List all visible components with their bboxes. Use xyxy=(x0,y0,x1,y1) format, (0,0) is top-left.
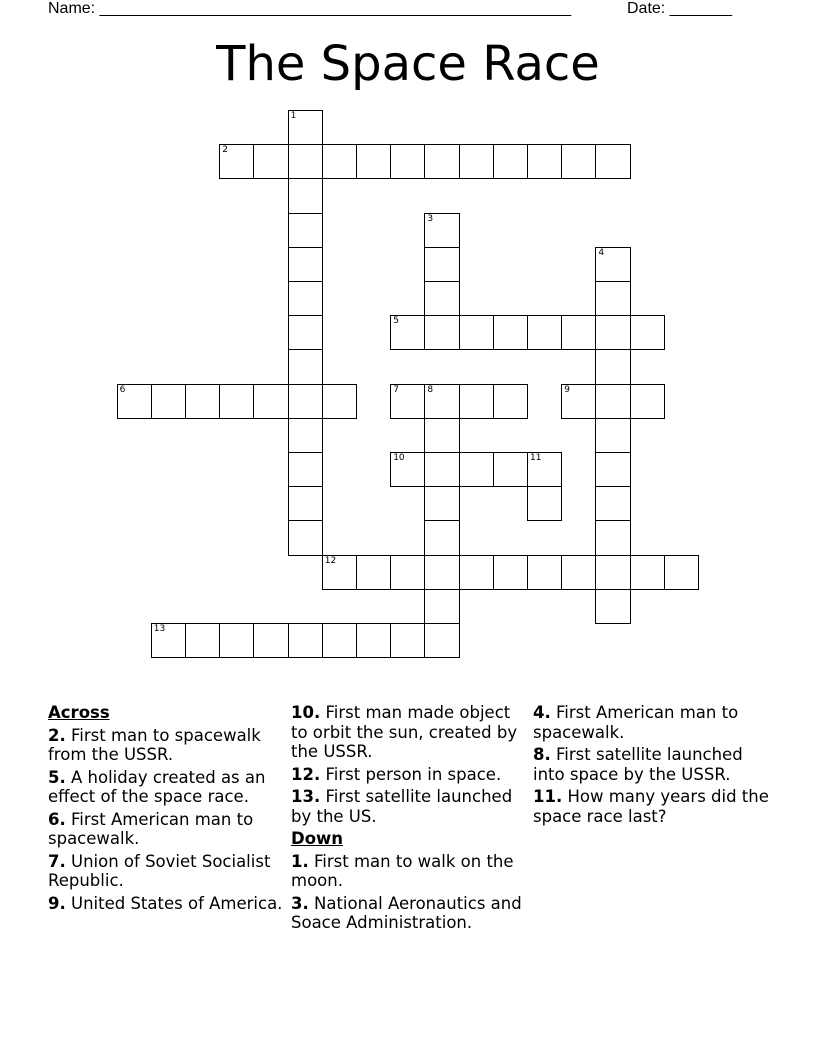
grid-cell[interactable] xyxy=(219,144,254,179)
grid-cell[interactable] xyxy=(493,384,528,419)
grid-cell[interactable] xyxy=(151,384,186,419)
grid-cell[interactable] xyxy=(424,281,459,316)
clues-column-3 xyxy=(533,703,769,829)
grid-cell[interactable] xyxy=(390,315,425,350)
grid-cell[interactable] xyxy=(424,384,459,419)
page-title: The Space Race xyxy=(216,36,600,92)
grid-cell[interactable] xyxy=(595,144,630,179)
grid-cell[interactable] xyxy=(288,315,323,350)
grid-cell[interactable] xyxy=(185,384,220,419)
grid-cell[interactable] xyxy=(595,315,630,350)
grid-cell[interactable] xyxy=(151,623,186,658)
cell-number: 1 xyxy=(290,111,297,121)
grid-cell[interactable] xyxy=(424,315,459,350)
across-heading: Across xyxy=(48,703,110,722)
grid-cell[interactable] xyxy=(253,384,288,419)
grid-cell[interactable] xyxy=(322,384,357,419)
cell-number: 2 xyxy=(222,145,228,156)
grid-cell[interactable] xyxy=(595,281,630,316)
grid-cell[interactable] xyxy=(288,349,323,384)
grid-cell[interactable] xyxy=(459,384,494,419)
grid-cell[interactable] xyxy=(288,418,323,453)
cell-number: 3 xyxy=(427,213,434,224)
name-line: Name: _____________________________________________________ xyxy=(48,0,572,17)
grid-cell[interactable] xyxy=(493,555,528,590)
clue-down-8: 8. First satellite launched into space by the USSR. xyxy=(533,745,743,784)
grid-cell[interactable] xyxy=(527,452,562,487)
cell-number: 12 xyxy=(324,555,337,566)
date-line: Date: _______ xyxy=(627,0,732,17)
clue-across-12: 12. First person in space. xyxy=(291,764,502,784)
grid-cell[interactable] xyxy=(288,144,323,179)
grid-cell[interactable] xyxy=(493,144,528,179)
grid-cell[interactable] xyxy=(424,555,459,590)
grid-cell[interactable] xyxy=(219,623,254,658)
clue-across-9: 9. United States of America. xyxy=(48,893,283,913)
grid-cell[interactable] xyxy=(630,315,665,350)
grid-cell[interactable] xyxy=(595,486,630,521)
grid-cell[interactable] xyxy=(288,281,323,316)
cell-number: 5 xyxy=(393,316,399,327)
grid-cell[interactable] xyxy=(390,623,425,658)
grid-cell[interactable] xyxy=(459,555,494,590)
cell-number: 13 xyxy=(153,624,166,634)
clue-down-3: 3. National Aeronautics and Soace Administration. xyxy=(291,893,522,932)
clue-across-13: 13. First satellite launched by the US. xyxy=(291,787,513,826)
cell-number: 7 xyxy=(393,384,399,395)
grid-cell[interactable] xyxy=(561,144,596,179)
grid-cell[interactable] xyxy=(424,486,459,521)
clue-across-10: 10. First man made object to orbit the sun, created by the USSR. xyxy=(291,703,518,761)
cell-number: 10 xyxy=(393,453,405,463)
grid-cell[interactable] xyxy=(527,315,562,350)
grid-cell[interactable] xyxy=(288,520,323,555)
grid-cell[interactable] xyxy=(424,520,459,555)
clues-column-2 xyxy=(291,703,531,936)
grid-cell[interactable] xyxy=(288,213,323,248)
grid-cell[interactable] xyxy=(356,555,391,590)
grid-cell[interactable] xyxy=(595,520,630,555)
grid-cell[interactable] xyxy=(664,555,699,590)
cell-number: 6 xyxy=(119,384,126,395)
clue-across-6: 6. First American man to spacewalk. xyxy=(48,809,254,848)
clue-down-11: 11. How many years did the space race last? xyxy=(533,787,769,826)
grid-cell[interactable] xyxy=(459,144,494,179)
clue-down-4: 4. First American man to spacewalk. xyxy=(533,703,739,742)
grid-cell[interactable] xyxy=(595,555,630,590)
grid-cell[interactable] xyxy=(390,452,425,487)
grid-cell[interactable] xyxy=(493,452,528,487)
cell-number: 9 xyxy=(564,384,570,395)
grid-cell[interactable] xyxy=(595,452,630,487)
grid-cell[interactable] xyxy=(561,555,596,590)
grid-cell[interactable] xyxy=(288,452,323,487)
grid-cell[interactable] xyxy=(527,144,562,179)
grid-cell[interactable] xyxy=(288,486,323,521)
grid-cell[interactable] xyxy=(595,349,630,384)
grid-cell[interactable] xyxy=(595,589,630,624)
cell-number: 11 xyxy=(530,453,542,463)
grid-cell[interactable] xyxy=(390,384,425,419)
grid-cell[interactable] xyxy=(595,418,630,453)
grid-cell[interactable] xyxy=(253,144,288,179)
grid-cell[interactable] xyxy=(253,623,288,658)
grid-cell[interactable] xyxy=(424,623,459,658)
grid-cell[interactable] xyxy=(288,384,323,419)
grid-cell[interactable] xyxy=(527,555,562,590)
down-heading: Down xyxy=(291,829,344,848)
grid-cell[interactable] xyxy=(424,418,459,453)
grid-cell[interactable] xyxy=(424,452,459,487)
clue-across-7: 7. Union of Soviet Socialist Republic. xyxy=(48,851,271,890)
grid-cell[interactable] xyxy=(459,452,494,487)
grid-cell[interactable] xyxy=(390,555,425,590)
grid-cell[interactable] xyxy=(356,144,391,179)
grid-cell[interactable] xyxy=(356,623,391,658)
grid-cell[interactable] xyxy=(117,384,152,419)
grid-cell[interactable] xyxy=(424,247,459,282)
grid-cell[interactable] xyxy=(288,247,323,282)
cell-number: 8 xyxy=(427,384,434,395)
grid-cell[interactable] xyxy=(288,110,323,145)
grid-cell[interactable] xyxy=(493,315,528,350)
grid-cell[interactable] xyxy=(424,589,459,624)
grid-cell[interactable] xyxy=(219,384,254,419)
grid-cell[interactable] xyxy=(595,247,630,282)
grid-cell[interactable] xyxy=(390,144,425,179)
grid-cell[interactable] xyxy=(322,623,357,658)
grid-cell[interactable] xyxy=(561,315,596,350)
grid-cell[interactable] xyxy=(595,384,630,419)
grid-cell[interactable] xyxy=(288,178,323,213)
clue-down-1: 1. First man to walk on the moon. xyxy=(291,851,514,890)
grid-cell[interactable] xyxy=(459,315,494,350)
grid-cell[interactable] xyxy=(322,555,357,590)
grid-cell[interactable] xyxy=(630,555,665,590)
clues-column-1 xyxy=(48,703,286,916)
cell-number: 4 xyxy=(598,247,605,258)
grid-cell[interactable] xyxy=(527,486,562,521)
grid-cell[interactable] xyxy=(288,623,323,658)
clue-across-5: 5. A holiday created as an effect of the space race. xyxy=(48,767,266,806)
grid-cell[interactable] xyxy=(185,623,220,658)
clue-across-2: 2. First man to spacewalk from the USSR. xyxy=(48,725,261,764)
grid-cell[interactable] xyxy=(322,144,357,179)
grid-cell[interactable] xyxy=(630,384,665,419)
grid-cell[interactable] xyxy=(424,144,459,179)
grid-cell[interactable] xyxy=(424,213,459,248)
grid-cell[interactable] xyxy=(561,384,596,419)
